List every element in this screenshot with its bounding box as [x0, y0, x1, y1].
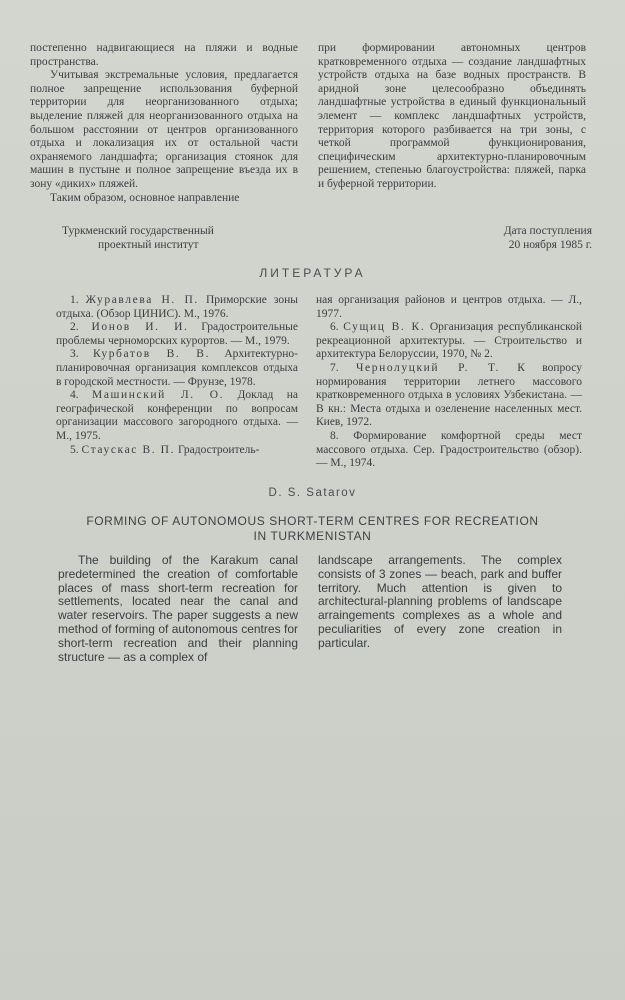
references-heading: ЛИТЕРАТУРА [259, 266, 366, 280]
reference-item [56, 321, 298, 348]
reference-item [316, 294, 582, 321]
reference-number: 3. [70, 348, 93, 361]
reference-author: Чернолуцкий Р. Т. [355, 361, 500, 374]
paragraph: Учитывая экстремальные условия, предлагается полное запрещение использования буферной территории для неорганизованного отдыха; выделение пляжей для неорганизованного отдыха на большом расстоянии от центров организованного отдыха и локализация их от остальной части охраняемого ландшафта; организация стоянок для машин в пустыне и полное запрещение въезда их в зону «диких» пляжей. [30, 69, 298, 190]
reference-item [316, 321, 582, 362]
reference-item [316, 362, 582, 430]
reference-author: Журавлева Н. П. [85, 294, 199, 306]
institute-signature [62, 224, 302, 252]
reference-text: Доклад на географической конференции по вопросам организации массового загородного отдыха. — М., 1975. [56, 389, 298, 442]
reference-author: Машинский Л. О. [92, 389, 225, 402]
abstract-left-column [58, 554, 298, 664]
reference-item [316, 430, 582, 471]
references-right-column [316, 294, 582, 471]
references-left-column [56, 294, 298, 457]
title-line: IN TURKMENISTAN [253, 528, 372, 543]
reference-number: 1. [70, 294, 86, 306]
title-line: FORMING OF AUTONOMOUS SHORT-TERM CENTRES FOR RECREATION [86, 514, 539, 528]
date-label: Дата поступления [503, 225, 592, 237]
received-date [432, 224, 592, 252]
reference-text: Градостроительные проблемы черноморских курортов. — М., 1979. [56, 321, 298, 347]
reference-number: 4. [70, 389, 92, 402]
reference-text: ная организация районов и центров отдыха. — Л., 1977. [316, 294, 582, 320]
reference-author: Ионов И. И. [91, 321, 189, 334]
reference-item [56, 348, 298, 389]
reference-author: Курбатов В. В. [92, 348, 211, 361]
reference-text: Архитектурно-планировочная организация комплексов отдыха в городской местности. — Фрунзе, 1978. [56, 348, 298, 388]
reference-text: Градостроитель- [175, 443, 260, 456]
reference-number: 8. [330, 429, 354, 442]
reference-number: 6. [330, 321, 344, 334]
institute-line: проектный институт [98, 239, 199, 251]
institute-line: Туркменский государственный [62, 225, 214, 237]
abstract-author: D. S. Satarov [268, 487, 357, 499]
reference-author: Стаускас В. П. [81, 443, 176, 456]
top-right-column [318, 42, 586, 192]
paragraph: при формировании автономных центров кратковременного отдыха — создание ландшафтных устройств отдыха на базе водных пространств. В аридной зоне целесообразно объединять ландшафтные устройства в единый функциональный элемент — комплекс ландшафтных устройств, территория которого разбивается на три зоны, с четкой программой функционирования, специфическим архитектурно-планировочным решением, степенью благоустройства: пляжей, парка и буферной территории. [318, 42, 586, 190]
abstract-right-column [318, 554, 562, 651]
reference-author: Сущиц В. К. [343, 321, 426, 334]
reference-text: К вопросу нормирования территории летнего массового кратковременного отдыха в условиях Узбекистана. — В кн.: Места отдыха и озеленение населенных мест. Киев, 1972. [316, 361, 583, 429]
abstract-text: landscape arrangements. The complex consists of 3 zones — beach, park and buffer territory. Much attention is given to architectural-planning problems of landscape arraingements complexes as a whole and peculiarities of every zone creation in particular. [318, 553, 562, 650]
reference-item [56, 444, 298, 458]
paragraph: постепенно надвигающиеся на пляжи и водные пространства. [30, 42, 298, 68]
reference-number: 7. [330, 361, 356, 374]
abstract-title [60, 514, 565, 543]
date-value: 20 ноября 1985 г. [508, 239, 592, 251]
top-left-column [30, 42, 298, 205]
reference-number: 2. [70, 321, 92, 334]
reference-item [56, 294, 298, 321]
reference-text: Формирование комфортной среды мест массового отдыха. Сер. Градостроительство (обзор). — М., 1974. [316, 429, 582, 470]
abstract-text: The building of the Karakum canal predetermined the creation of comfortable places of mass short-term recreation for settlements, located near the canal and water reservoirs. The paper suggests a new method of forming of autonomous centres for short-term recreation and their planning structure — as a complex of [58, 553, 298, 664]
reference-item [56, 389, 298, 443]
reference-text: Организация республиканской рекреационной архитектуры. — Строительство и архитектура Белоруссии, 1970, № 2. [316, 321, 582, 361]
reference-number: 5. [70, 443, 82, 456]
reference-text: Приморские зоны отдыха. (Обзор ЦИНИС). М., 1976. [56, 294, 299, 320]
paragraph: Таким образом, основное направление [50, 191, 240, 204]
